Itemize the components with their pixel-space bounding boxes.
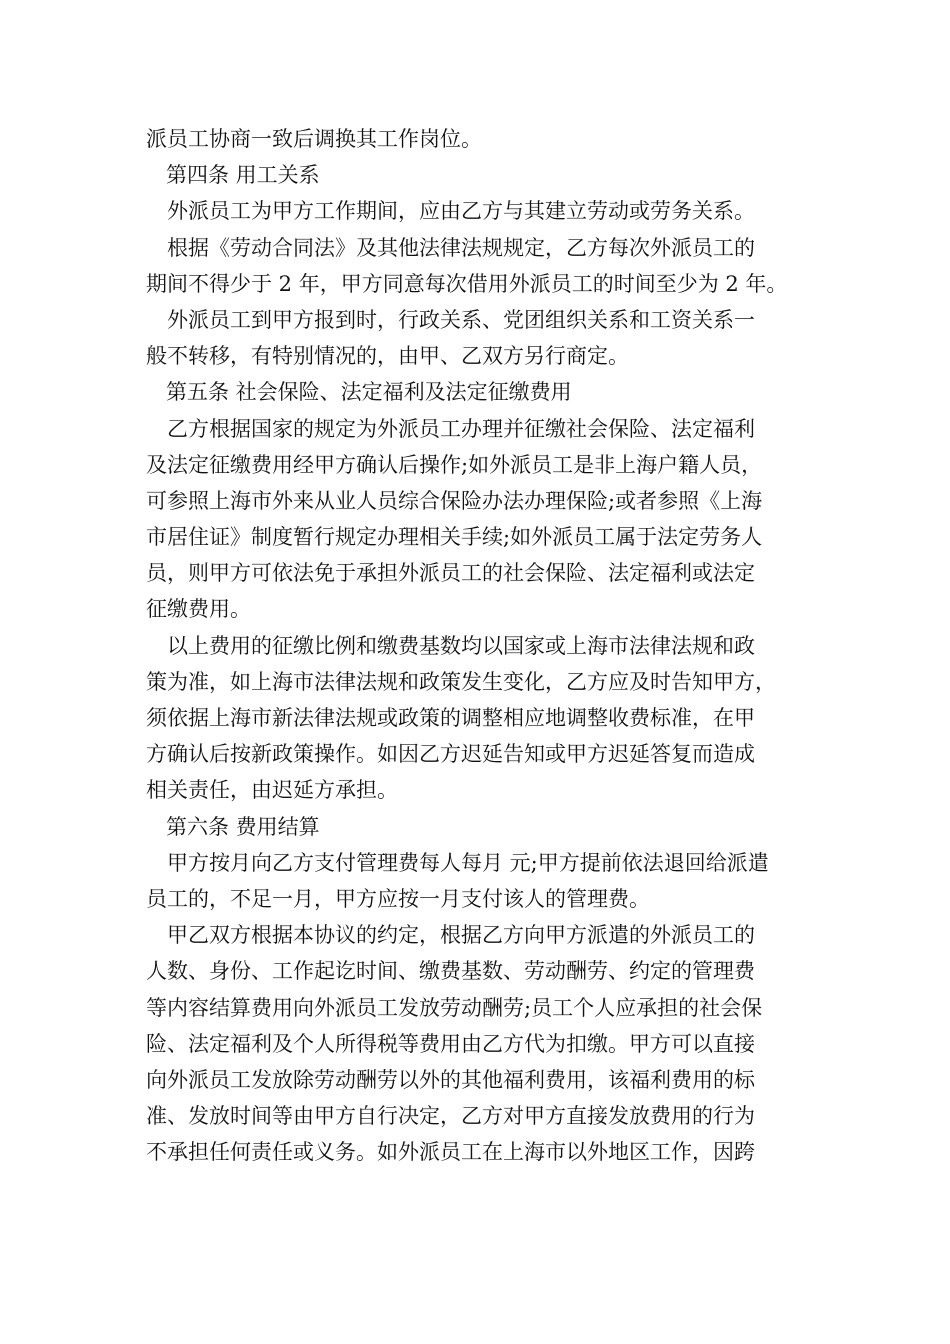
text-line: 及法定征缴费用经甲方确认后操作;如外派员工是非上海户籍人员，: [146, 452, 763, 477]
text-line: 市居住证》制度暂行规定办理相关手续;如外派员工属于法定劳务人: [146, 525, 763, 550]
article-heading: 第四条 用工关系: [166, 163, 320, 188]
text-line: 相关责任，由迟延方承担。: [146, 778, 398, 803]
text-line: 征缴费用。: [146, 597, 251, 622]
text-line: 人数、身份、工作起讫时间、缴费基数、劳动酬劳、约定的管理费: [146, 959, 755, 984]
text-line: 外派员工为甲方工作期间，应由乙方与其建立劳动或劳务关系。: [167, 199, 755, 224]
text-line: 派员工协商一致后调换其工作岗位。: [146, 127, 482, 151]
text-line: 乙方根据国家的规定为外派员工办理并征缴社会保险、法定福利: [167, 416, 755, 441]
text-line: 期间不得少于 2 年，甲方同意每次借用外派员工的时间至少为 2 年。: [146, 271, 788, 296]
text-line: 方确认后按新政策操作。如因乙方迟延告知或甲方迟延答复而造成: [146, 742, 755, 767]
text-line: 可参照上海市外来从业人员综合保险办法办理保险;或者参照《上海: [146, 488, 763, 513]
text-line: 等内容结算费用向外派员工发放劳动酬劳;员工个人应承担的社会保: [146, 995, 763, 1020]
text-line: 以上费用的征缴比例和缴费基数均以国家或上海市法律法规和政: [167, 633, 755, 658]
text-line: 不承担任何责任或义务。如外派员工在上海市以外地区工作，因跨: [146, 1140, 755, 1165]
text-line: 般不转移，有特别情况的，由甲、乙双方另行商定。: [146, 344, 629, 369]
text-line: 须依据上海市新法律法规或政策的调整相应地调整收费标准，在甲: [146, 706, 755, 730]
text-line: 外派员工到甲方报到时，行政关系、党团组织关系和工资关系一: [167, 307, 755, 332]
text-line: 员，则甲方可依法免于承担外派员工的社会保险、法定福利或法定: [146, 561, 755, 586]
text-line: 险、法定福利及个人所得税等费用由乙方代为扣缴。甲方可以直接: [146, 1031, 755, 1056]
text-line: 甲方按月向乙方支付管理费每人每月 元;甲方提前依法退回给派遣: [167, 850, 769, 875]
text-line: 员工的，不足一月，甲方应按一月支付该人的管理费。: [146, 886, 650, 911]
article-heading: 第六条 费用结算: [166, 814, 320, 839]
text-line: 根据《劳动合同法》及其他法律法规规定，乙方每次外派员工的: [167, 235, 755, 260]
text-line: 策为准，如上海市法律法规和政策发生变化，乙方应及时告知甲方，: [146, 669, 776, 694]
text-line: 甲乙双方根据本协议的约定，根据乙方向甲方派遣的外派员工的: [167, 923, 755, 948]
article-heading: 第五条 社会保险、法定福利及法定征缴费用: [166, 380, 572, 405]
text-line: 向外派员工发放除劳动酬劳以外的其他福利费用，该福利费用的标: [146, 1067, 755, 1092]
document-body: [146, 121, 816, 1170]
text-line: 准、发放时间等由甲方自行决定，乙方对甲方直接发放费用的行为: [146, 1104, 755, 1129]
